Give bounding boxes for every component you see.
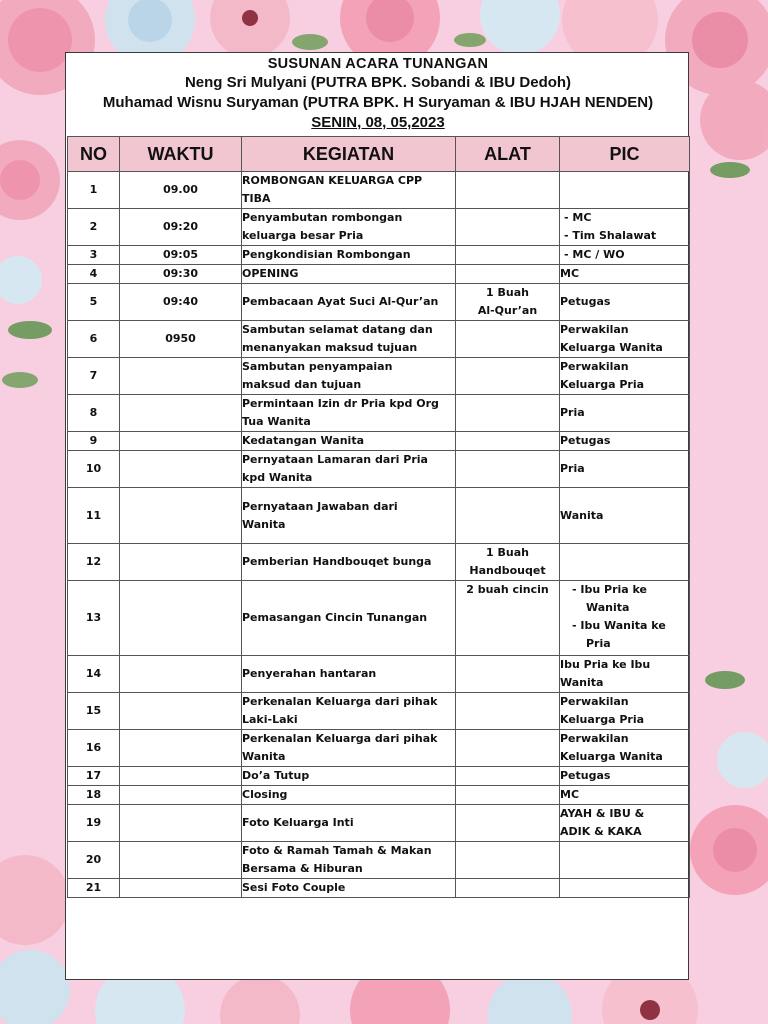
table-row [68,581,690,656]
cell-waktu: 09:30 [120,265,242,284]
cell-waktu: 09.00 [120,172,242,209]
table-row [68,544,690,581]
cell-no: 17 [68,767,120,786]
cell-waktu: 09:40 [120,284,242,321]
cell-alat [456,805,560,842]
cell-no: 2 [68,209,120,246]
table-row [68,730,690,767]
kegiatan-line: Sesi Foto Couple [242,881,346,894]
table-row [68,842,690,879]
kegiatan-line: Closing [242,788,288,801]
cell-alat [456,451,560,488]
cell-waktu [120,730,242,767]
pic-line: MC [560,267,580,280]
pic-line: - Ibu Pria ke [572,583,648,596]
kegiatan-line: Kedatangan Wanita [242,434,365,447]
cell-kegiatan [242,432,456,451]
col-header-waktu: WAKTU [120,137,242,172]
cell-kegiatan [242,730,456,767]
table-row [68,172,690,209]
kegiatan-line: Pernyataan Lamaran dari Pria [242,453,428,466]
cell-pic [560,284,690,321]
cell-alat [456,172,560,209]
cell-kegiatan [242,321,456,358]
col-header-alat: ALAT [456,137,560,172]
cell-alat [456,544,560,581]
cell-waktu: 09:20 [120,209,242,246]
kegiatan-line: keluarga besar Pria [242,229,364,242]
cell-kegiatan [242,284,456,321]
cell-waktu [120,488,242,544]
cell-waktu [120,451,242,488]
cell-no: 9 [68,432,120,451]
cell-waktu [120,358,242,395]
col-header-kegiatan: KEGIATAN [242,137,456,172]
cell-kegiatan [242,488,456,544]
kegiatan-line: Permintaan Izin dr Pria kpd Org [242,397,439,410]
kegiatan-line: Pemberian Handbouqet bunga [242,555,432,568]
cell-waktu [120,786,242,805]
kegiatan-line: maksud dan tujuan [242,378,362,391]
pic-line: Pria [586,637,611,650]
cell-pic [560,693,690,730]
cell-pic [560,172,690,209]
cell-alat [456,395,560,432]
cell-no: 3 [68,246,120,265]
cell-pic [560,358,690,395]
schedule-table [67,136,690,898]
cell-kegiatan [242,451,456,488]
cell-waktu [120,805,242,842]
col-header-pic: PIC [560,137,690,172]
cell-pic [560,786,690,805]
kegiatan-line: Bersama & Hiburan [242,862,363,875]
pic-line: - MC / WO [564,248,625,261]
cell-pic [560,395,690,432]
cell-no: 19 [68,805,120,842]
cell-pic [560,451,690,488]
cell-waktu [120,693,242,730]
kegiatan-line: Laki-Laki [242,713,298,726]
cell-alat [456,209,560,246]
cell-no: 13 [68,581,120,656]
cell-kegiatan [242,842,456,879]
cell-waktu [120,879,242,898]
cell-no: 12 [68,544,120,581]
kegiatan-line: OPENING [242,267,299,280]
kegiatan-line: ROMBONGAN KELUARGA CPP [242,174,423,187]
table-header-row [68,137,690,172]
cell-no: 1 [68,172,120,209]
pic-line: Keluarga Pria [560,713,645,726]
cell-pic [560,805,690,842]
pic-line: Perwakilan [560,323,629,336]
bride-line: Neng Sri Mulyani (PUTRA BPK. Sobandi & IBU Dedoh) [184,74,572,91]
cell-waktu [120,395,242,432]
cell-no: 14 [68,656,120,693]
cell-waktu: 0950 [120,321,242,358]
pic-line: Keluarga Wanita [560,750,663,763]
cell-alat [456,432,560,451]
table-row [68,488,690,544]
pic-line: Perwakilan [560,360,629,373]
pic-line: Pria [560,406,585,419]
pic-line: AYAH & IBU & [560,807,645,820]
cell-no: 6 [68,321,120,358]
cell-kegiatan [242,767,456,786]
cell-alat [456,786,560,805]
cell-no: 16 [68,730,120,767]
cell-pic [560,265,690,284]
table-row [68,284,690,321]
table-row [68,805,690,842]
cell-alat [456,656,560,693]
table-row [68,321,690,358]
cell-no: 4 [68,265,120,284]
cell-alat [456,265,560,284]
table-row [68,786,690,805]
table-row [68,395,690,432]
pic-line: Wanita [586,601,630,614]
cell-no: 21 [68,879,120,898]
table-row [68,432,690,451]
table-row [68,209,690,246]
table-row [68,656,690,693]
cell-kegiatan [242,172,456,209]
table-row [68,265,690,284]
pic-line: - MC [564,211,592,224]
pic-line: Perwakilan [560,695,629,708]
cell-waktu [120,581,242,656]
table-row [68,767,690,786]
pic-line: - Tim Shalawat [564,229,657,242]
cell-kegiatan [242,395,456,432]
cell-kegiatan [242,544,456,581]
table-row [68,246,690,265]
cell-alat [456,842,560,879]
cell-pic [560,209,690,246]
cell-alat [456,767,560,786]
cell-no: 7 [68,358,120,395]
alat-line: Handbouqet [469,564,546,577]
cell-kegiatan [242,358,456,395]
cell-kegiatan [242,581,456,656]
cell-pic [560,767,690,786]
cell-kegiatan [242,656,456,693]
schedule-sheet [65,52,689,980]
cell-waktu [120,767,242,786]
cell-alat [456,730,560,767]
cell-waktu [120,842,242,879]
kegiatan-line: Pemasangan Cincin Tunangan [242,611,428,624]
cell-kegiatan [242,879,456,898]
alat-line: 2 buah cincin [466,583,549,596]
kegiatan-line: TIBA [242,192,271,205]
cell-alat [456,246,560,265]
cell-kegiatan [242,786,456,805]
kegiatan-line: Penyerahan hantaran [242,667,377,680]
cell-alat [456,358,560,395]
kegiatan-line: Sambutan penyampaian [242,360,393,373]
pic-line: - Ibu Wanita ke [572,619,666,632]
kegiatan-line: Sambutan selamat datang dan [242,323,433,336]
kegiatan-line: Tua Wanita [242,415,311,428]
pic-line: Keluarga Pria [560,378,645,391]
alat-line: 1 Buah [486,546,529,559]
cell-waktu [120,432,242,451]
kegiatan-line: Pernyataan Jawaban dari [242,499,398,513]
cell-kegiatan [242,265,456,284]
kegiatan-line: Wanita [242,750,286,763]
pic-line: Ibu Pria ke Ibu [560,658,651,671]
kegiatan-line: Penyambutan rombongan [242,211,403,224]
table-row [68,693,690,730]
kegiatan-line: Perkenalan Keluarga dari pihak [242,732,438,745]
pic-line: MC [560,788,580,801]
cell-pic [560,656,690,693]
cell-alat [456,284,560,321]
cell-alat [456,488,560,544]
kegiatan-line: Pengkondisian Rombongan [242,248,411,261]
pic-line: Wanita [560,676,604,689]
cell-kegiatan [242,209,456,246]
table-row [68,451,690,488]
cell-no: 18 [68,786,120,805]
cell-kegiatan [242,805,456,842]
table-row [68,879,690,898]
cell-waktu: 09:05 [120,246,242,265]
cell-waktu [120,656,242,693]
col-header-no: NO [68,137,120,172]
kegiatan-line: Foto Keluarga Inti [242,816,354,829]
pic-line: Wanita [560,508,604,522]
cell-no: 8 [68,395,120,432]
kegiatan-line: menanyakan maksud tujuan [242,341,418,354]
cell-pic [560,842,690,879]
cell-kegiatan [242,246,456,265]
kegiatan-line: Pembacaan Ayat Suci Al-Qur’an [242,295,439,308]
cell-pic [560,544,690,581]
cell-no: 11 [68,488,120,544]
cell-no: 20 [68,842,120,879]
cell-alat [456,879,560,898]
cell-pic [560,879,690,898]
pic-line: Petugas [560,434,611,447]
cell-no: 10 [68,451,120,488]
cell-waktu [120,544,242,581]
kegiatan-line: Wanita [242,517,286,531]
alat-line: Al-Qur’an [477,304,538,317]
table-row [68,358,690,395]
alat-line: 1 Buah [486,286,529,299]
pic-line: Perwakilan [560,732,629,745]
cell-alat [456,321,560,358]
cell-pic [560,488,690,544]
groom-line: Muhamad Wisnu Suryaman (PUTRA BPK. H Suryaman & IBU HJAH NENDEN) [102,94,654,111]
pic-line: ADIK & KAKA [560,825,642,838]
kegiatan-line: Perkenalan Keluarga dari pihak [242,695,438,708]
cell-pic [560,432,690,451]
cell-pic [560,581,690,656]
cell-pic [560,321,690,358]
kegiatan-line: Do’a Tutup [242,769,310,782]
cell-pic [560,246,690,265]
event-date: SENIN, 08, 05,2023 [311,114,445,131]
cell-alat [456,693,560,730]
pic-line: Pria [560,462,585,475]
kegiatan-line: Foto & Ramah Tamah & Makan [242,844,432,857]
kegiatan-line: kpd Wanita [242,471,313,484]
cell-alat [456,581,560,656]
cell-kegiatan [242,693,456,730]
document-title: SUSUNAN ACARA TUNANGAN [267,56,489,72]
cell-no: 5 [68,284,120,321]
cell-pic [560,730,690,767]
pic-line: Keluarga Wanita [560,341,663,354]
cell-no: 15 [68,693,120,730]
pic-line: Petugas [560,769,611,782]
pic-line: Petugas [560,295,611,308]
